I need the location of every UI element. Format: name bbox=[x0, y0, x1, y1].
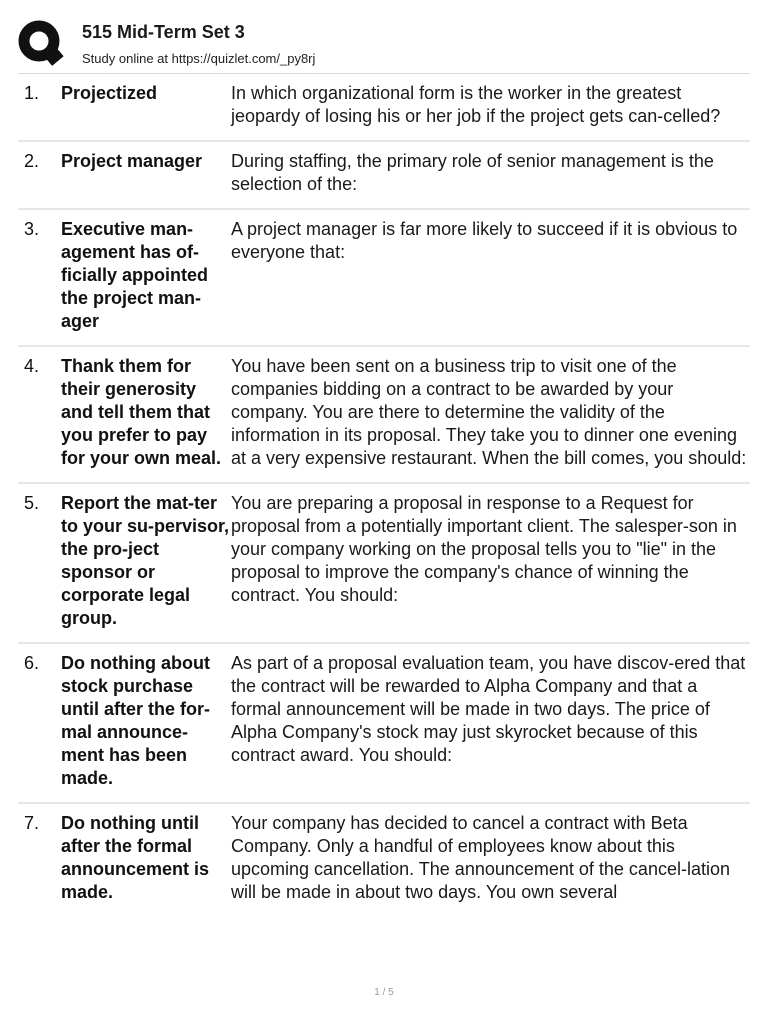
card-definition: A project manager is far more likely to succeed if it is obvious to everyone that: bbox=[231, 219, 738, 262]
card-term: Report the mat-ter to your su-pervisor, the pro-ject sponsor or corporate legal group. bbox=[61, 493, 230, 628]
flashcard-row bbox=[18, 347, 750, 484]
card-number: 1. bbox=[24, 83, 40, 103]
card-number: 2. bbox=[24, 151, 40, 171]
card-definition: As part of a proposal evaluation team, you have discov-ered that the contract will be rewarded to Alpha Company and that a formal announcement will be made in two days. The price of Alpha Company's stock may just skyrocket because of this contract award. You should: bbox=[231, 653, 746, 765]
flashcard-row bbox=[18, 142, 750, 210]
card-number: 5. bbox=[24, 493, 40, 513]
card-definition: Your company has decided to cancel a contract with Beta Company. Only a handful of employees know about this upcoming cancellation. The announcement of the cancel-lation will be made in about two days. You own several bbox=[231, 813, 730, 902]
card-term: Executive man-agement has of-ficially appointed the project man-ager bbox=[61, 219, 209, 331]
card-number: 4. bbox=[24, 356, 40, 376]
flashcard-row bbox=[18, 210, 750, 347]
card-term: Project manager bbox=[61, 151, 203, 171]
card-definition: During staffing, the primary role of senior management is the selection of the: bbox=[231, 151, 714, 194]
flashcard-row bbox=[18, 804, 750, 916]
page-header bbox=[0, 0, 768, 74]
flashcard-row bbox=[18, 74, 750, 142]
card-number: 6. bbox=[24, 653, 40, 673]
card-term: Do nothing until after the formal announcement is made. bbox=[61, 813, 210, 902]
card-definition: In which organizational form is the worker in the greatest jeopardy of losing his or her job if the project gets can-celled? bbox=[231, 83, 721, 126]
study-online-link[interactable]: Study online at https://quizlet.com/_py8rj bbox=[82, 51, 316, 66]
flashcard-list bbox=[18, 74, 750, 916]
card-definition: You are preparing a proposal in response to a Request for proposal from a potentially important client. The salesper-son in your company working on the proposal tells you to "lie" in the proposal to improve the company's chance of winning the contract. You should: bbox=[231, 493, 737, 605]
page-number: 1 / 5 bbox=[374, 987, 394, 998]
flashcard-row bbox=[18, 644, 750, 804]
card-term: Thank them for their generosity and tell them that you prefer to pay for your own meal. bbox=[61, 356, 222, 468]
card-term: Projectized bbox=[61, 83, 158, 103]
card-number: 3. bbox=[24, 219, 40, 239]
quizlet-logo-icon bbox=[18, 20, 64, 66]
flashcard-row bbox=[18, 484, 750, 644]
card-term: Do nothing about stock purchase until after the for-mal announce-ment has been made. bbox=[61, 653, 210, 788]
card-definition: You have been sent on a business trip to visit one of the companies bidding on a contract to be awarded by your company. You are there to determine the validity of the information in its proposal. They take you to dinner one evening at a very expensive restaurant. When the bill comes, you should: bbox=[231, 356, 747, 468]
set-title: 515 Mid-Term Set 3 bbox=[82, 22, 245, 42]
card-number: 7. bbox=[24, 813, 40, 833]
